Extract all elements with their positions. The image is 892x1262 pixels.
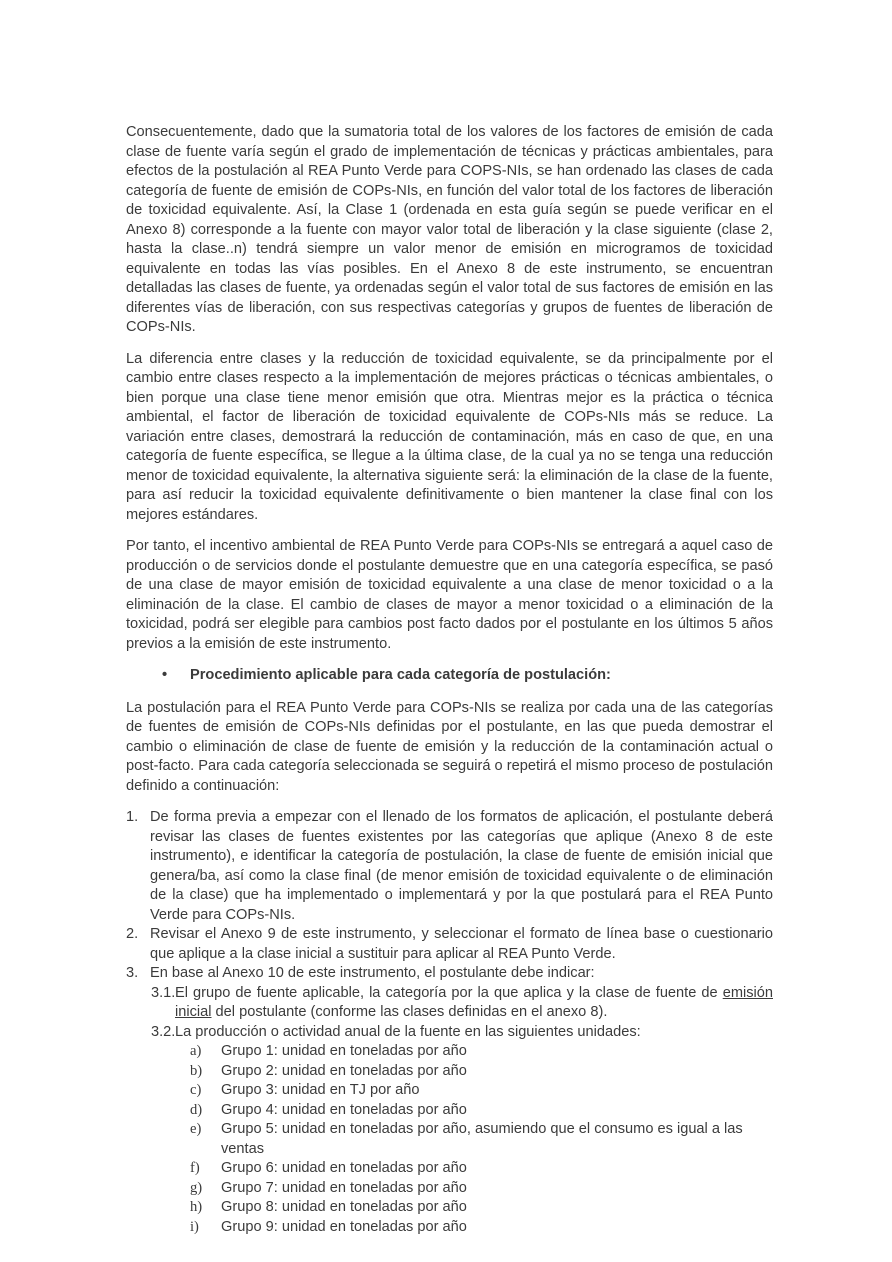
numbered-list (126, 808, 773, 1237)
letter-item-a-marker: a) (190, 1043, 202, 1059)
list-item-3-1-text-underlined: emisión inicial (175, 984, 773, 1020)
list-item-1-text: De forma previa a empezar con el llenado de los formatos de aplicación, el postulante deberá revisar las clases de fuentes existentes por las categorías que aplique (Anexo 8 de este instrumento), e identificar la categoría de postulación, la clase de fuente de emisión inicial que genera/ba, así como la clase final (de menor emisión de toxicidad equivalente o de eliminación de la clase) que ha implementado o implementará y por la que postulará para el REA Punto Verde para COPs-NIs. (150, 809, 773, 923)
letter-item-h-marker: h) (190, 1199, 203, 1215)
letter-item-g (190, 1179, 773, 1199)
list-item-2-text: Revisar el Anexo 9 de este instrumento, y seleccionar el formato de línea base o cuestionario que aplique a la clase inicial a sustituir para aplicar al REA Punto Verde. (150, 926, 773, 962)
letter-item-b-text: Grupo 2: unidad en toneladas por año (221, 1062, 467, 1079)
letter-item-e-text: Grupo 5: unidad en toneladas por año, asumiendo que el consumo es igual a las ventas (221, 1121, 743, 1157)
letter-item-c (190, 1081, 773, 1101)
letter-item-d (190, 1101, 773, 1121)
section-heading-procedimiento (126, 666, 773, 686)
letter-item-b (190, 1062, 773, 1082)
letter-item-i-text: Grupo 9: unidad en toneladas por año (221, 1218, 467, 1235)
letter-item-e-marker: e) (190, 1121, 202, 1137)
list-item-3-2-marker: 3.2. (151, 1023, 176, 1040)
list-item-3-1 (151, 984, 773, 1023)
paragraph-diferencia-clases: La diferencia entre clases y la reducción de toxicidad equivalente, se da principalmente por el cambio entre clases respecto a la implementación de mejores prácticas o técnicas ambientales, o bien porque una clase tiene menor emisión que otra. Mientras mejor es la práctica o técnica ambiental, el factor de liberación de toxicidad equivalente de COPs-NIs más se reduce. La variación entre clases, demostrará la reducción de contaminación, más en caso de que, en una categoría de fuente específica, se llegue a la última clase, de la cual ya no se tenga una reducción menor de toxicidad equivalente, la alternativa siguiente será: la eliminación de la clase de la fuente, para así reducir la toxicidad equivalente definitivamente o bien mantener la clase final con los mejores estándares. (126, 350, 773, 523)
list-item-3 (126, 964, 773, 984)
list-item-2-marker: 2. (126, 926, 139, 942)
list-item-3-1-text-after: del postulante (conforme las clases definidas en el anexo 8). (211, 1004, 608, 1020)
letter-item-f-marker: f) (190, 1160, 200, 1176)
letter-item-d-text: Grupo 4: unidad en toneladas por año (221, 1101, 467, 1118)
list-item-1-marker: 1. (126, 809, 139, 825)
list-item-1 (126, 808, 773, 925)
letter-item-c-text: Grupo 3: unidad en TJ por año (221, 1082, 420, 1098)
letter-item-f (190, 1159, 773, 1179)
letter-item-e (190, 1120, 773, 1159)
letter-item-a-text: Grupo 1: unidad en toneladas por año (221, 1043, 467, 1059)
letter-item-h (190, 1198, 773, 1218)
letter-item-i (190, 1218, 773, 1238)
letter-item-d-marker: d) (190, 1101, 203, 1118)
letter-item-i-marker: i) (190, 1218, 199, 1235)
letter-item-h-text: Grupo 8: unidad en toneladas por año (221, 1199, 467, 1215)
list-item-3-1-marker: 3.1. (151, 984, 176, 1001)
paragraph-incentivo-ambiental: Por tanto, el incentivo ambiental de REA Punto Verde para COPs-NIs se entregará a aquel caso de producción o de servicios donde el postulante demuestre que en una categoría específica, se pasó de una clase de mayor emisión de toxicidad equivalente a una clase de menor toxicidad o a la eliminación de la clase. El cambio de clases de mayor a menor toxicidad o a eliminación de la toxicidad, podrá ser elegible para cambios post facto dados por el postulante en los últimos 5 años previos a la emisión de este instrumento. (126, 538, 773, 652)
section-heading-text: Procedimiento aplicable para cada categoría de postulación: (190, 667, 611, 683)
list-item-3-marker: 3. (126, 965, 139, 981)
letter-item-a (190, 1042, 773, 1062)
letter-item-b-marker: b) (190, 1062, 203, 1079)
bullet-icon: • (162, 667, 168, 683)
list-item-3-1-text-before: El grupo de fuente aplicable, la categoría por la que aplica y la clase de fuente de (175, 984, 723, 1001)
paragraph-postulacion-intro: La postulación para el REA Punto Verde para COPs-NIs se realiza por cada una de las categorías de fuentes de emisión de COPs-NIs definidas por el postulante, en las que pueda demostrar el cambio o eliminación de clase de fuente de emisión y la reducción de la contaminación actual o post-facto. Para cada categoría seleccionada se seguirá o repetirá el mismo proceso de postulación definido a continuación: (126, 699, 773, 794)
letter-item-c-marker: c) (190, 1082, 202, 1098)
list-item-2 (126, 925, 773, 964)
letter-item-g-marker: g) (190, 1179, 203, 1196)
letter-item-g-text: Grupo 7: unidad en toneladas por año (221, 1179, 467, 1196)
list-item-3-text: En base al Anexo 10 de este instrumento, el postulante debe indicar: (150, 965, 595, 981)
list-item-3-2 (151, 1023, 773, 1043)
list-item-3-2-text: La producción o actividad anual de la fuente en las siguientes unidades: (175, 1023, 641, 1040)
letter-item-f-text: Grupo 6: unidad en toneladas por año (221, 1160, 467, 1176)
paragraph-consecuentemente: Consecuentemente, dado que la sumatoria total de los valores de los factores de emisión de cada clase de fuente varía según el grado de implementación de técnicas y prácticas ambientales, para efectos de la postulación al REA Punto Verde para COPS-NIs, se han ordenado las clases de cada categoría de fuente de emisión de COPs-NIs, en función del valor total de los factores de liberación de toxicidad equivalente. Así, la Clase 1 (ordenada en esta guía según se puede verificar en el Anexo 8) corresponde a la fuente con mayor valor total de liberación y la clase siguiente (clase 2, hasta la clase..n) tendrá siempre un valor menor de emisión en microgramos de toxicidad equivalente en todas las vías posibles. En el Anexo 8 de este instrumento, se encuentran detalladas las clases de fuente, ya ordenadas según el valor total de sus factores de emisión en las diferentes vías de liberación, con sus respectivas categorías y grupos de fuentes de liberación de COPs-NIs. (126, 124, 773, 335)
